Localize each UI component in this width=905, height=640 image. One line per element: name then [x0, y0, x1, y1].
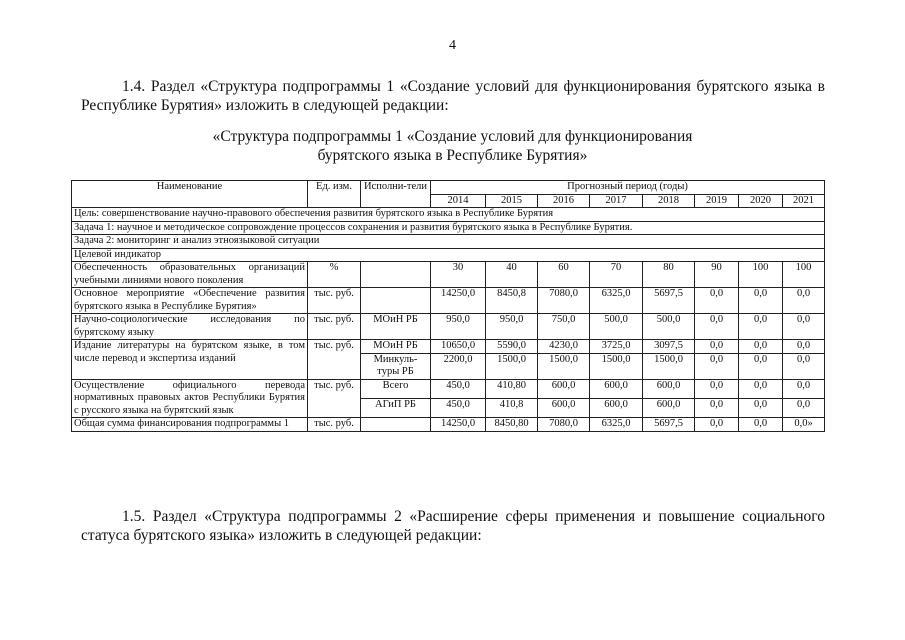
- row-value: 2200,0: [431, 353, 486, 379]
- row-value: 450,0: [431, 398, 486, 417]
- row-value: 950,0: [486, 314, 538, 340]
- row-value: 0,0: [783, 314, 825, 340]
- row-value: 950,0: [431, 314, 486, 340]
- paragraph-1-4-text: 1.4. Раздел «Структура подпрограммы 1 «Создание условий для функционирования бурятского языка в Республике Бурятия» изложить в следующей редакции:: [81, 78, 825, 114]
- row-name: Общая сумма финансирования подпрограммы 1: [72, 418, 308, 432]
- row-value: 0,0: [739, 314, 783, 340]
- row-value: 0,0: [739, 353, 783, 379]
- row-value: 1500,0: [643, 353, 695, 379]
- header-year: 2021: [783, 194, 825, 208]
- row-executor: [361, 288, 431, 314]
- row-value: 100: [783, 262, 825, 288]
- row-executor: [361, 418, 431, 432]
- row-value: 14250,0: [431, 418, 486, 432]
- header-year: 2017: [590, 194, 643, 208]
- row-value: 1500,0: [486, 353, 538, 379]
- data-row: [72, 340, 825, 354]
- row-value: 0,0»: [783, 418, 825, 432]
- row-name: Научно-социологические исследования по бурятскому языку: [72, 314, 308, 340]
- row-value: 0,0: [695, 340, 739, 354]
- header-year: 2015: [486, 194, 538, 208]
- row-value: 5697,5: [643, 418, 695, 432]
- row-value: 8450,80: [486, 418, 538, 432]
- row-value: 450,0: [431, 379, 486, 398]
- header-year: 2014: [431, 194, 486, 208]
- row-name: Осуществление официального перевода нормативных правовых актов Республики Бурятия с русского языка на бурятский язык: [72, 379, 308, 418]
- header-unit: Ед. изм.: [308, 181, 361, 208]
- task-1-row: [72, 221, 825, 235]
- row-value: 500,0: [590, 314, 643, 340]
- row-executor: Всего: [361, 379, 431, 398]
- row-executor: Минкуль-туры РБ: [361, 353, 431, 379]
- structure-table: [71, 180, 825, 432]
- row-value: 7080,0: [538, 418, 590, 432]
- row-value: 0,0: [739, 379, 783, 398]
- header-forecast-period: Прогнозный период (годы): [431, 181, 825, 195]
- row-unit: тыс. руб.: [308, 379, 361, 418]
- row-value: 0,0: [783, 340, 825, 354]
- header-year: 2018: [643, 194, 695, 208]
- row-value: 0,0: [739, 340, 783, 354]
- row-value: 750,0: [538, 314, 590, 340]
- row-executor: [361, 262, 431, 288]
- data-row: [72, 314, 825, 340]
- row-executor: АГиП РБ: [361, 398, 431, 417]
- row-unit: тыс. руб.: [308, 314, 361, 340]
- target-indicator-row-text: Целевой индикатор: [72, 248, 825, 262]
- data-row: [72, 288, 825, 314]
- row-value: 30: [431, 262, 486, 288]
- row-value: 7080,0: [538, 288, 590, 314]
- row-value: 0,0: [695, 379, 739, 398]
- data-row: [72, 379, 825, 398]
- paragraph-1-4: [81, 77, 825, 115]
- table-title-line-1: «Структура подпрограммы 1 «Создание условий для функционирования: [212, 128, 693, 145]
- row-value: 0,0: [783, 398, 825, 417]
- header-name: Наименование: [72, 181, 308, 208]
- row-value: 5590,0: [486, 340, 538, 354]
- row-value: 3097,5: [643, 340, 695, 354]
- task-1-row-text: Задача 1: научное и методическое сопровождение процессов сохранения и развития бурятского языка в Республике Бурятия.: [72, 221, 825, 235]
- row-value: 600,0: [590, 398, 643, 417]
- target-indicator-row: [72, 248, 825, 262]
- row-value: 40: [486, 262, 538, 288]
- row-name: Обеспеченность образовательных организаций учебными линиями нового поколения: [72, 262, 308, 288]
- row-value: 600,0: [643, 398, 695, 417]
- row-value: 600,0: [538, 398, 590, 417]
- row-name: Основное мероприятие «Обеспечение развития бурятского языка в Республике Бурятия»: [72, 288, 308, 314]
- page-number: 4: [449, 38, 456, 53]
- header-executors: Исполни-тели: [361, 181, 431, 208]
- row-value: 600,0: [538, 379, 590, 398]
- header-year: 2016: [538, 194, 590, 208]
- header-year: 2020: [739, 194, 783, 208]
- task-2-row: [72, 235, 825, 249]
- data-row: [72, 262, 825, 288]
- row-value: 0,0: [695, 398, 739, 417]
- goal-row: [72, 208, 825, 222]
- row-value: 0,0: [695, 314, 739, 340]
- row-value: 10650,0: [431, 340, 486, 354]
- paragraph-1-5: [81, 507, 825, 545]
- paragraph-1-5-text: 1.5. Раздел «Структура подпрограммы 2 «Расширение сферы применения и повышение социального статуса бурятского языка» изложить в следующей редакции:: [81, 508, 825, 544]
- row-unit: %: [308, 262, 361, 288]
- row-value: 5697,5: [643, 288, 695, 314]
- table-title: [0, 127, 905, 165]
- row-value: 60: [538, 262, 590, 288]
- row-value: 0,0: [783, 288, 825, 314]
- row-value: 0,0: [695, 288, 739, 314]
- goal-row-text: Цель: совершенствование научно-правового обеспечения развития бурятского языка в Республике Бурятия: [72, 208, 825, 222]
- row-value: 14250,0: [431, 288, 486, 314]
- header-row: [72, 181, 825, 195]
- row-value: 70: [590, 262, 643, 288]
- row-value: 1500,0: [538, 353, 590, 379]
- row-value: 6325,0: [590, 418, 643, 432]
- row-value: 1500,0: [590, 353, 643, 379]
- row-value: 410,8: [486, 398, 538, 417]
- row-value: 600,0: [643, 379, 695, 398]
- row-value: 0,0: [739, 398, 783, 417]
- row-value: 0,0: [695, 418, 739, 432]
- row-value: 80: [643, 262, 695, 288]
- row-value: 0,0: [739, 418, 783, 432]
- total-row: [72, 418, 825, 432]
- row-value: 6325,0: [590, 288, 643, 314]
- row-value: 8450,8: [486, 288, 538, 314]
- row-unit: тыс. руб.: [308, 418, 361, 432]
- task-2-row-text: Задача 2: мониторинг и анализ этноязыковой ситуации: [72, 235, 825, 249]
- row-value: 0,0: [739, 288, 783, 314]
- row-value: 410,80: [486, 379, 538, 398]
- row-value: 4230,0: [538, 340, 590, 354]
- row-value: 100: [739, 262, 783, 288]
- row-value: 3725,0: [590, 340, 643, 354]
- row-value: 0,0: [783, 379, 825, 398]
- row-executor: МОиН РБ: [361, 340, 431, 354]
- row-unit: тыс. руб.: [308, 340, 361, 380]
- row-executor: МОиН РБ: [361, 314, 431, 340]
- row-value: 500,0: [643, 314, 695, 340]
- row-name: Издание литературы на бурятском языке, в том числе перевод и экспертиза изданий: [72, 340, 308, 380]
- row-value: 90: [695, 262, 739, 288]
- table-title-line-2: бурятского языка в Республике Бурятия»: [317, 147, 588, 164]
- row-unit: тыс. руб.: [308, 288, 361, 314]
- header-year: 2019: [695, 194, 739, 208]
- row-value: 0,0: [695, 353, 739, 379]
- row-value: 600,0: [590, 379, 643, 398]
- row-value: 0,0: [783, 353, 825, 379]
